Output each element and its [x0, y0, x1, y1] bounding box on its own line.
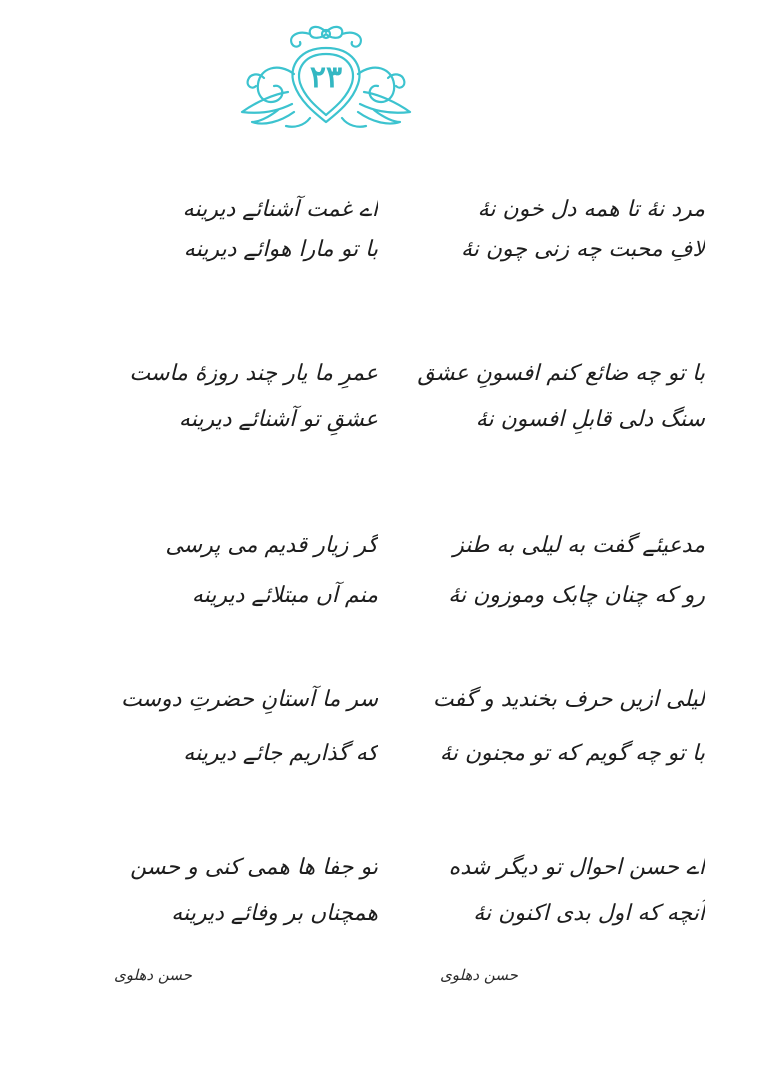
verse-line: مدعیئے گفت به لیلی به طنز — [453, 533, 705, 558]
verse-line: لیلی ازیں حرف بخندید و گفت — [432, 687, 705, 712]
verse-line: عشقِ تو آشنائے دیرینه — [178, 407, 378, 432]
page-number-ornament — [238, 22, 414, 130]
verse-line: مرد نهٔ تا همه دل خون نهٔ — [477, 197, 705, 222]
verse-line: با تو چه گویم که تو مجنون نهٔ — [439, 741, 705, 766]
verse-line: لافِ محبت چه زنی چون نهٔ — [460, 237, 705, 262]
verse-line: منم آں مبتلائے دیرینه — [191, 583, 378, 608]
verse-line: عمرِ ما یار چند روزهٔ ماست — [129, 361, 378, 386]
verse-line: اے حسن احوال تو دیگر شده — [448, 855, 705, 880]
verse-line: همچناں بر وفائے دیرینه — [171, 901, 378, 926]
page-number: ۲۳ — [309, 60, 343, 95]
verse-line: آنچه که اول بدی اکنون نهٔ — [473, 901, 705, 926]
verse-line: تو جفا ها همی کنی و حسن — [130, 855, 378, 880]
signature-right: حسن دهلوی — [440, 966, 518, 984]
signature-left: حسن دهلوی — [114, 966, 192, 984]
verse-line: با تو چه ضائع کنم افسونِ عشق — [417, 361, 705, 386]
verse-line: سنگ دلی قابلِ افسون نهٔ — [475, 407, 705, 432]
verse-line: که گذاریم جائے دیرینه — [183, 741, 378, 766]
verse-line: گر زیار قدیم می پرسی — [165, 533, 378, 558]
verse-line: با تو مارا هوائے دیرینه — [183, 237, 378, 262]
verse-line: اے غمت آشنائے دیرینه — [182, 197, 378, 222]
verse-line: رو که چنان چابک وموزون نهٔ — [448, 583, 705, 608]
verse-line: سر ما آستانِ حضرتِ دوست — [120, 687, 378, 712]
